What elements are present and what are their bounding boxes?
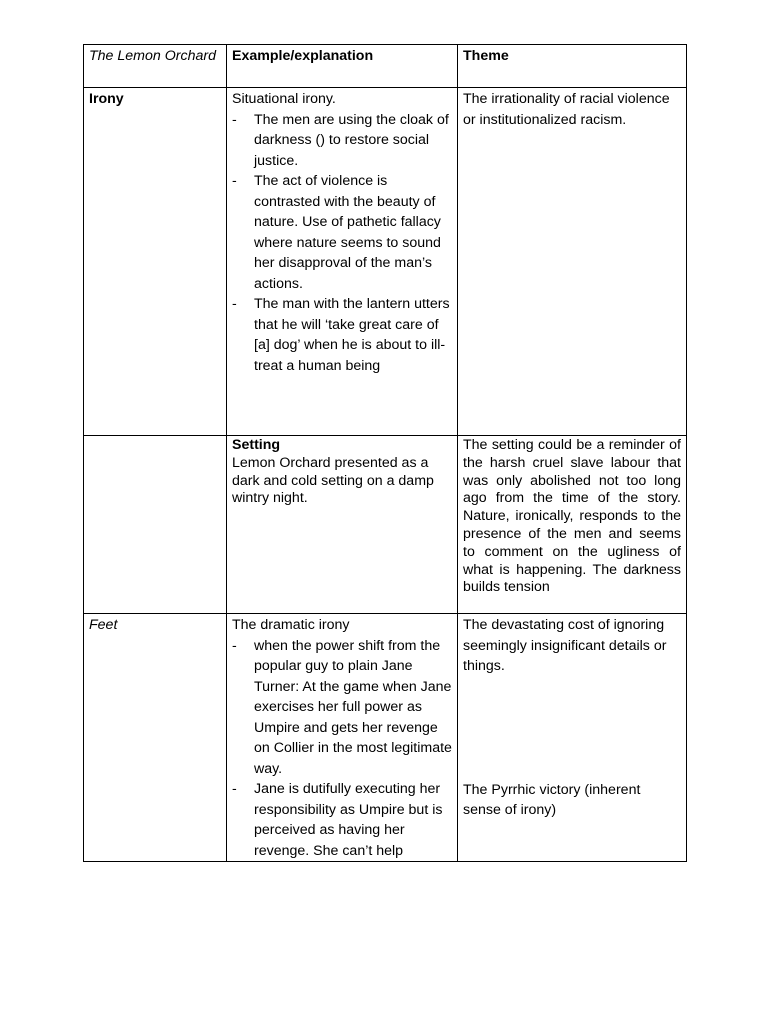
example-cell xyxy=(227,88,458,436)
row-label xyxy=(89,436,221,437)
example-cell xyxy=(227,436,458,614)
table-header-row xyxy=(84,45,687,88)
header-cell-example xyxy=(227,45,458,88)
header-cell-theme xyxy=(458,45,687,88)
theme-cell xyxy=(458,436,687,614)
theme-text: The irrationality of racial violence or institutionalized racism. xyxy=(463,91,670,128)
list-item: - The men are using the cloak of darkness () to restore social justice. xyxy=(232,110,452,172)
example-cell xyxy=(227,614,458,862)
example-text: Lemon Orchard presented as a dark and cold setting on a damp wintry night. xyxy=(232,454,434,507)
theme-cell xyxy=(458,88,687,436)
example-intro: Situational irony. xyxy=(232,91,336,107)
theme-text-secondary: The Pyrrhic victory (inherent sense of irony) xyxy=(463,781,641,818)
analysis-table xyxy=(83,44,687,862)
list-item: - The man with the lantern utters that he will ‘take great care of [a] dog’ when he is about to ill- treat a human being xyxy=(232,294,452,376)
example-intro: The dramatic irony xyxy=(232,617,350,633)
list-item: - The act of violence is contrasted with the beauty of nature. Use of pathetic fallacy where nature seems to sound her disapproval of the man’s actions. xyxy=(232,171,452,294)
theme-spacer xyxy=(463,677,681,780)
table-row xyxy=(84,436,687,614)
row-label-cell xyxy=(84,614,227,862)
header-cell-title xyxy=(84,45,227,88)
row-label: Irony xyxy=(89,91,124,107)
header-example-text: Example/explanation xyxy=(232,48,374,64)
table-row xyxy=(84,614,687,862)
list-item: - Jane is dutifully executing her responsibility as Umpire but is perceived as having her revenge. She can’t help xyxy=(232,779,452,861)
example-list xyxy=(232,110,452,377)
table-row xyxy=(84,88,687,436)
header-theme-text: Theme xyxy=(463,48,509,64)
header-title-text: The Lemon Orchard xyxy=(89,48,216,64)
theme-text: The devastating cost of ignoring seemingly insignificant details or things. xyxy=(463,617,667,674)
theme-cell xyxy=(458,614,687,862)
example-heading: Setting xyxy=(232,437,281,453)
row-label-cell xyxy=(84,88,227,436)
row-label-cell xyxy=(84,436,227,614)
row-label: Feet xyxy=(89,617,118,633)
theme-text: The setting could be a reminder of the harsh cruel slave labour that was only abolished not too long ago from the time of the story. Nature, ironically, responds to the presence of the men and seems to comment on the ugliness of what is happening. The darkness builds tension xyxy=(463,437,681,596)
list-item: - when the power shift from the popular guy to plain Jane Turner: At the game when Jane exercises her full power as Umpire and gets her revenge on Collier in the most legitimate way. xyxy=(232,636,452,780)
example-list xyxy=(232,636,452,862)
